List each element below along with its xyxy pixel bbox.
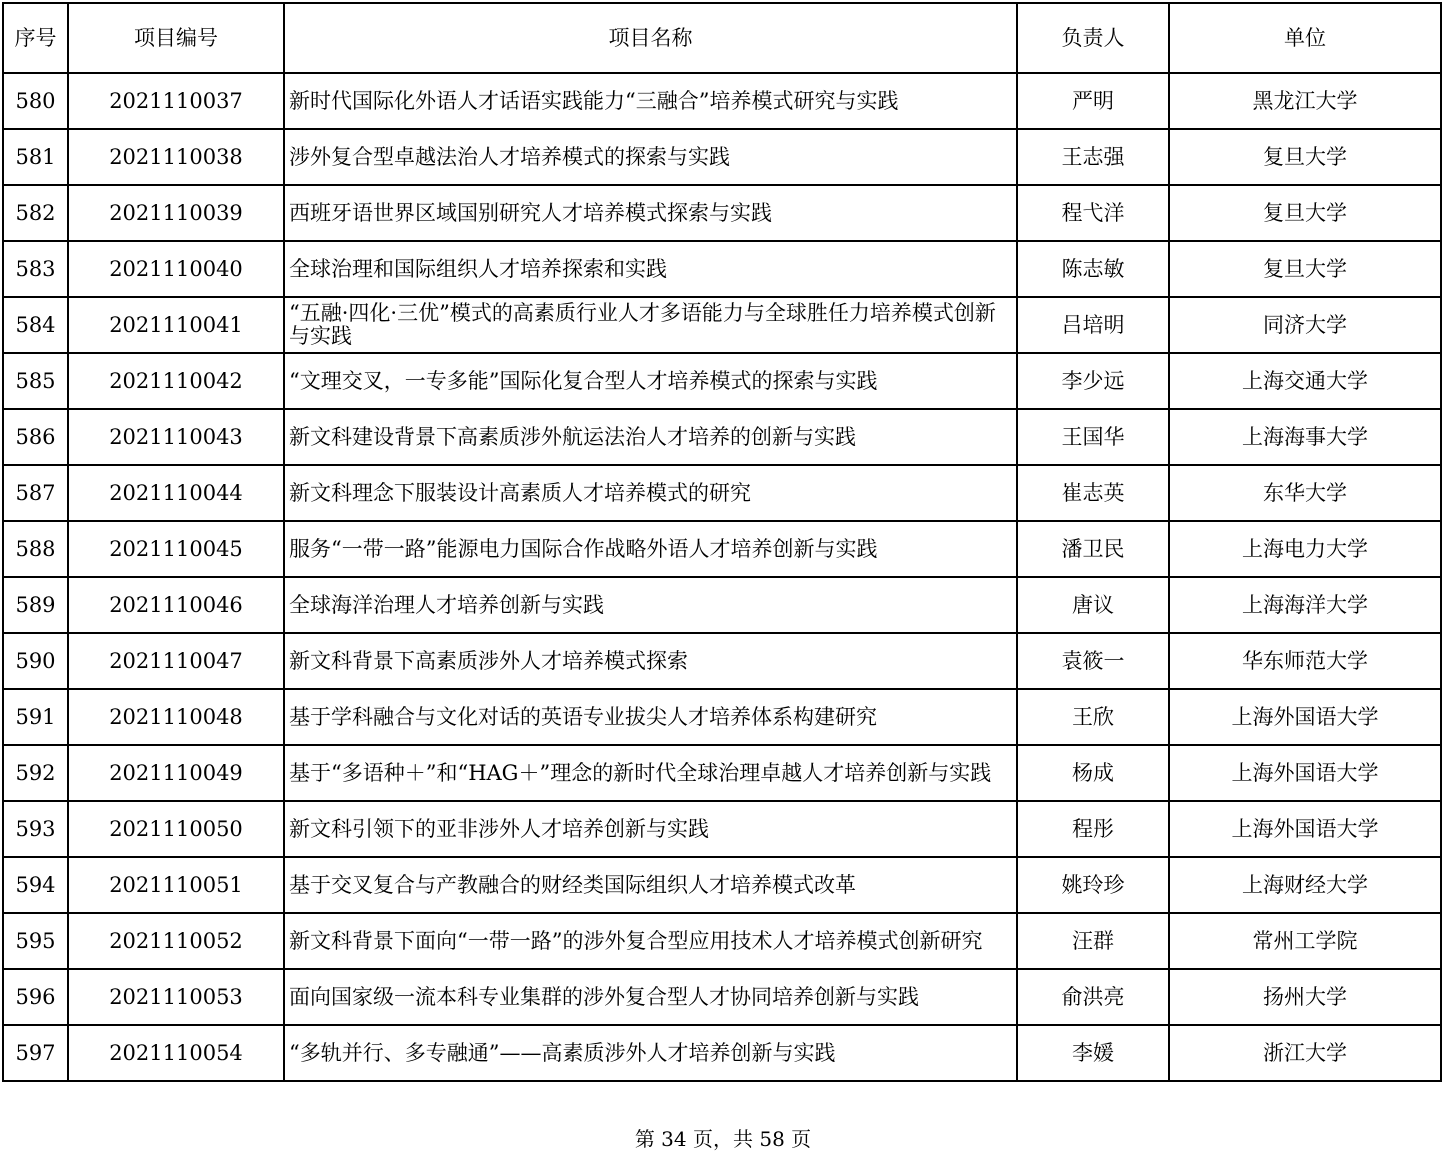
- cell-project-name: “五融·四化·三优”模式的高素质行业人才多语能力与全球胜任力培养模式创新与实践: [284, 297, 1017, 353]
- cell-leader: 唐议: [1017, 577, 1169, 633]
- cell-serial-number: 594: [3, 857, 68, 913]
- cell-serial-number: 584: [3, 297, 68, 353]
- table-row: [3, 185, 1441, 241]
- cell-project-id: 2021110037: [68, 73, 284, 129]
- cell-institution: 上海外国语大学: [1169, 745, 1441, 801]
- cell-serial-number: 595: [3, 913, 68, 969]
- cell-institution: 上海外国语大学: [1169, 689, 1441, 745]
- cell-project-name: 服务“一带一路”能源电力国际合作战略外语人才培养创新与实践: [284, 521, 1017, 577]
- table-row: [3, 297, 1441, 353]
- cell-leader: 陈志敏: [1017, 241, 1169, 297]
- cell-project-name: 新文科建设背景下高素质涉外航运法治人才培养的创新与实践: [284, 409, 1017, 465]
- table-row: [3, 633, 1441, 689]
- header-project-id: 项目编号: [68, 3, 284, 73]
- cell-institution: 上海外国语大学: [1169, 801, 1441, 857]
- cell-leader: 姚玲珍: [1017, 857, 1169, 913]
- cell-institution: 上海财经大学: [1169, 857, 1441, 913]
- cell-institution: 上海电力大学: [1169, 521, 1441, 577]
- cell-serial-number: 593: [3, 801, 68, 857]
- cell-project-name: 西班牙语世界区域国别研究人才培养模式探索与实践: [284, 185, 1017, 241]
- cell-project-name: 新文科理念下服装设计高素质人才培养模式的研究: [284, 465, 1017, 521]
- cell-serial-number: 585: [3, 353, 68, 409]
- table-row: [3, 129, 1441, 185]
- cell-leader: 袁筱一: [1017, 633, 1169, 689]
- cell-project-name: 涉外复合型卓越法治人才培养模式的探索与实践: [284, 129, 1017, 185]
- cell-institution: 复旦大学: [1169, 129, 1441, 185]
- cell-serial-number: 589: [3, 577, 68, 633]
- cell-institution: 扬州大学: [1169, 969, 1441, 1025]
- table-body: [3, 73, 1441, 1081]
- cell-institution: 浙江大学: [1169, 1025, 1441, 1081]
- cell-project-name: 全球治理和国际组织人才培养探索和实践: [284, 241, 1017, 297]
- cell-institution: 上海海洋大学: [1169, 577, 1441, 633]
- table-row: [3, 745, 1441, 801]
- cell-institution: 上海海事大学: [1169, 409, 1441, 465]
- table-row: [3, 521, 1441, 577]
- table-row: [3, 857, 1441, 913]
- table-row: [3, 969, 1441, 1025]
- cell-project-name: 面向国家级一流本科专业集群的涉外复合型人才协同培养创新与实践: [284, 969, 1017, 1025]
- cell-institution: 常州工学院: [1169, 913, 1441, 969]
- page-number-footer: 第 34 页，共 58 页: [634, 1127, 812, 1151]
- cell-project-name: 基于交叉复合与产教融合的财经类国际组织人才培养模式改革: [284, 857, 1017, 913]
- cell-project-name: 全球海洋治理人才培养创新与实践: [284, 577, 1017, 633]
- table-row: [3, 73, 1441, 129]
- cell-serial-number: 581: [3, 129, 68, 185]
- cell-leader: 程弋洋: [1017, 185, 1169, 241]
- header-serial-number: 序号: [3, 3, 68, 73]
- cell-leader: 王志强: [1017, 129, 1169, 185]
- cell-project-id: 2021110052: [68, 913, 284, 969]
- cell-project-name: 新文科背景下高素质涉外人才培养模式探索: [284, 633, 1017, 689]
- cell-project-id: 2021110047: [68, 633, 284, 689]
- cell-project-id: 2021110051: [68, 857, 284, 913]
- project-table: [2, 2, 1442, 1082]
- cell-project-id: 2021110040: [68, 241, 284, 297]
- cell-project-id: 2021110046: [68, 577, 284, 633]
- cell-serial-number: 587: [3, 465, 68, 521]
- cell-project-id: 2021110044: [68, 465, 284, 521]
- cell-leader: 李少远: [1017, 353, 1169, 409]
- cell-project-id: 2021110048: [68, 689, 284, 745]
- header-project-name: 项目名称: [284, 3, 1017, 73]
- header-institution: 单位: [1169, 3, 1441, 73]
- cell-project-name: “文理交叉，一专多能”国际化复合型人才培养模式的探索与实践: [284, 353, 1017, 409]
- cell-project-id: 2021110050: [68, 801, 284, 857]
- cell-leader: 严明: [1017, 73, 1169, 129]
- cell-project-id: 2021110054: [68, 1025, 284, 1081]
- cell-institution: 黑龙江大学: [1169, 73, 1441, 129]
- cell-project-id: 2021110043: [68, 409, 284, 465]
- cell-institution: 华东师范大学: [1169, 633, 1441, 689]
- cell-leader: 汪群: [1017, 913, 1169, 969]
- cell-serial-number: 583: [3, 241, 68, 297]
- cell-project-id: 2021110041: [68, 297, 284, 353]
- table-row: [3, 241, 1441, 297]
- cell-project-id: 2021110045: [68, 521, 284, 577]
- cell-leader: 王国华: [1017, 409, 1169, 465]
- cell-project-id: 2021110042: [68, 353, 284, 409]
- cell-leader: 王欣: [1017, 689, 1169, 745]
- cell-leader: 杨成: [1017, 745, 1169, 801]
- cell-institution: 上海交通大学: [1169, 353, 1441, 409]
- cell-leader: 潘卫民: [1017, 521, 1169, 577]
- cell-project-name: “多轨并行、多专融通”——高素质涉外人才培养创新与实践: [284, 1025, 1017, 1081]
- cell-project-name: 新文科背景下面向“一带一路”的涉外复合型应用技术人才培养模式创新研究: [284, 913, 1017, 969]
- table-row: [3, 1025, 1441, 1081]
- cell-serial-number: 588: [3, 521, 68, 577]
- cell-leader: 李媛: [1017, 1025, 1169, 1081]
- table-row: [3, 913, 1441, 969]
- header-leader: 负责人: [1017, 3, 1169, 73]
- table-row: [3, 689, 1441, 745]
- table-row: [3, 577, 1441, 633]
- cell-serial-number: 582: [3, 185, 68, 241]
- cell-project-id: 2021110049: [68, 745, 284, 801]
- cell-leader: 崔志英: [1017, 465, 1169, 521]
- cell-serial-number: 597: [3, 1025, 68, 1081]
- table-row: [3, 409, 1441, 465]
- cell-leader: 吕培明: [1017, 297, 1169, 353]
- cell-serial-number: 596: [3, 969, 68, 1025]
- cell-project-name: 新时代国际化外语人才话语实践能力“三融合”培养模式研究与实践: [284, 73, 1017, 129]
- table-row: [3, 353, 1441, 409]
- cell-institution: 复旦大学: [1169, 241, 1441, 297]
- cell-institution: 复旦大学: [1169, 185, 1441, 241]
- cell-institution: 东华大学: [1169, 465, 1441, 521]
- cell-project-name: 新文科引领下的亚非涉外人才培养创新与实践: [284, 801, 1017, 857]
- cell-institution: 同济大学: [1169, 297, 1441, 353]
- cell-leader: 俞洪亮: [1017, 969, 1169, 1025]
- cell-project-id: 2021110039: [68, 185, 284, 241]
- cell-project-name: 基于“多语种＋”和“HAG＋”理念的新时代全球治理卓越人才培养创新与实践: [284, 745, 1017, 801]
- cell-leader: 程彤: [1017, 801, 1169, 857]
- table-row: [3, 801, 1441, 857]
- cell-project-name: 基于学科融合与文化对话的英语专业拔尖人才培养体系构建研究: [284, 689, 1017, 745]
- cell-project-id: 2021110053: [68, 969, 284, 1025]
- cell-serial-number: 591: [3, 689, 68, 745]
- cell-serial-number: 592: [3, 745, 68, 801]
- cell-serial-number: 590: [3, 633, 68, 689]
- table-header-row: [3, 3, 1441, 73]
- cell-project-id: 2021110038: [68, 129, 284, 185]
- table-row: [3, 465, 1441, 521]
- cell-serial-number: 580: [3, 73, 68, 129]
- cell-serial-number: 586: [3, 409, 68, 465]
